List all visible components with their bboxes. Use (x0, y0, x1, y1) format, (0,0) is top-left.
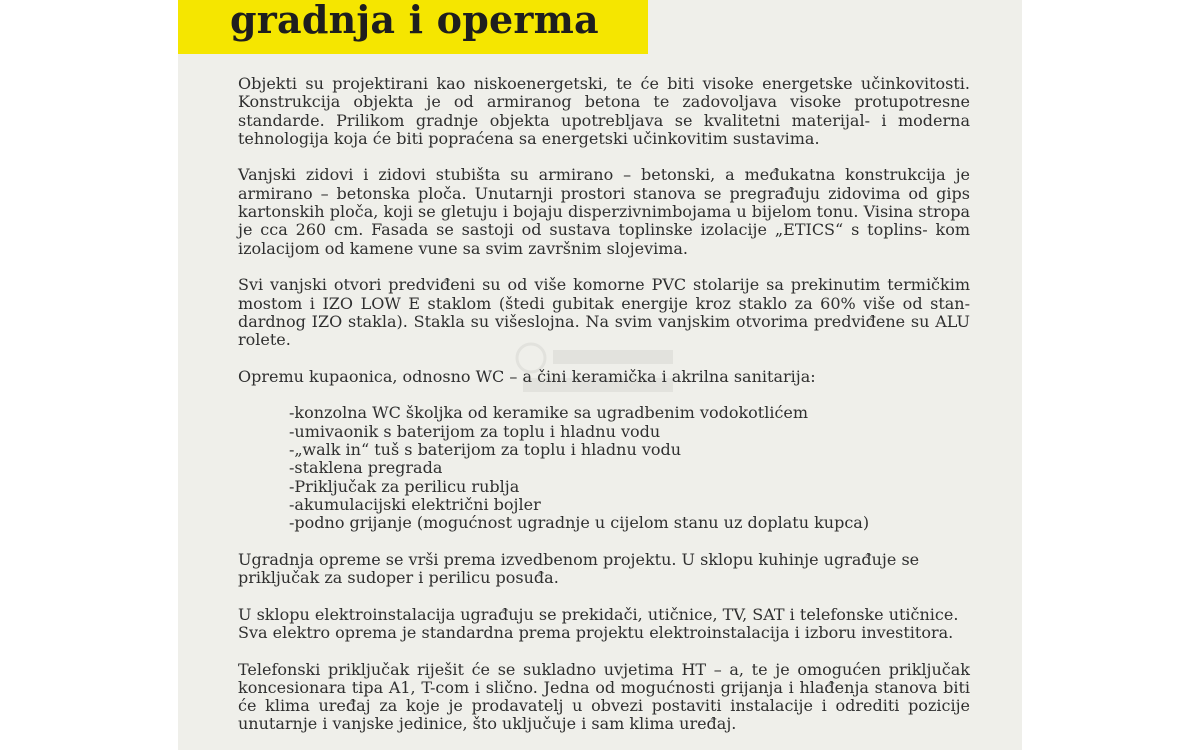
page-heading: gradnja i operma (230, 0, 599, 42)
paragraph-electrical: U sklopu elektroinstalacija ugrađuju se prekidači, utičnice, TV, SAT i telefonske utičnice. Sva elektro oprema je standardna prema projektu elektroinstalacija i izboru investitora. (238, 604, 959, 642)
heading-banner (178, 0, 648, 54)
list-item: -staklena pregrada (289, 458, 443, 478)
list-item: -akumulacijski električni bojler (289, 494, 541, 514)
list-item: -podno grijanje (mogućnost ugradnje u cijelom stanu uz doplatu kupca) (289, 513, 870, 533)
list-item: -umivaonik s baterijom za toplu i hladnu vodu (289, 421, 661, 441)
paragraph-walls-construction: Vanjski zidovi i zidovi stubišta su armirano – betonski, a međukatna konstrukcija je armirano – betonska ploča. Unutarnji prostori stanova se pregrađuju zidovima od gips kartonskih ploča, koji se gletuju i bojaju disperzivnimbojama u bijelom tonu. Visina stropa je cca 260 cm. Fasada se sastoji od sustava toplinske izolacije „ETICS“ s toplins- kom izolacijom od kamene vune sa svim završnim slojevima. (238, 165, 970, 258)
list-item: -konzolna WC školjka od keramike sa ugradbenim vodokotlićem (289, 403, 809, 423)
paragraph-installation: Ugradnja opreme se vrši prema izvedbenom projektu. U sklopu kuhinje ugrađuje se priključak za sudoper i perilicu posuđa. (238, 549, 920, 588)
paragraph-windows: Svi vanjski otvori predviđeni su od više komorne PVC stolarije sa prekinutim termičkim mostom i IZO LOW E staklom (štedi gubitak energije kroz staklo za 60% više od stan- dardnog IZO stakla). Stakla su višeslojna. Na svim vanjskim otvorima predviđene su ALU rolete. (238, 275, 970, 350)
paragraph-energy-efficiency: Objekti su projektirani kao niskoenergetski, te će biti visoke energetske učinkovitosti. Konstrukcija objekta je od armiranog betona te zadovoljava visoke protupotresne standarde. Prilikom gradnje objekta upotrebljava se kvalitetni materijal- i moderna tehnologija koja će biti popraćena sa energetski učinkovitim sustavima. (238, 74, 970, 148)
document-body (238, 75, 970, 750)
list-item: -Priključak za perilicu rublja (289, 476, 520, 496)
bathroom-equipment-list (238, 404, 970, 532)
paragraph-telephone-climate: Telefonski priključak riješit će se sukladno uvjetima HT – a, te je omogućen priključak koncesionara tipa A1, T-com i slično. Jedna od mogućnosti grijanja i hlađenja stanova biti će klima uređaj za koje je prodavatelj u obvezi postaviti instalacije i odrediti pozicije unutarnje i vanjske jedinice, što uključuje i sam klima uređaj. (238, 659, 970, 734)
document-page (178, 0, 1022, 750)
list-item: -„walk in“ tuš s baterijom za toplu i hladnu vodu (289, 439, 682, 459)
paragraph-bathroom-intro: Opremu kupaonica, odnosno WC – a čini keramička i akrilna sanitarija: (238, 366, 816, 386)
